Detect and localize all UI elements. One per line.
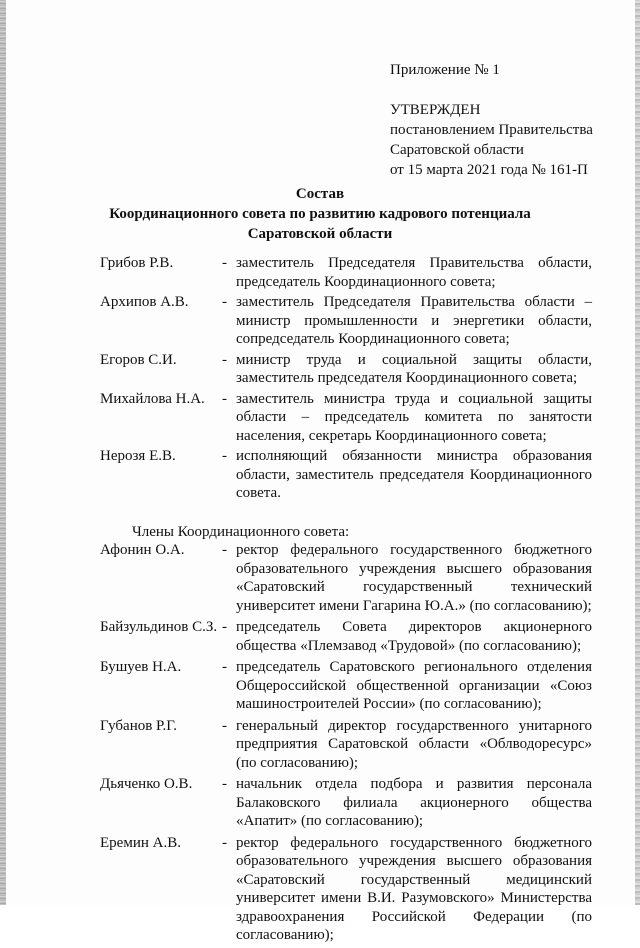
separator-dash: - — [222, 255, 227, 271]
person-name: Афонин О.А. — [100, 542, 185, 558]
person-name: Губанов Р.Г. — [100, 717, 177, 734]
person-role: заместитель министра труда и социальной защиты области – председатель комитета по занятости населения, секретарь Координационного совета; — [236, 390, 592, 444]
separator-dash: - — [222, 776, 227, 792]
member-entry — [100, 618, 592, 655]
person-role: председатель Саратовского регионального отделения Общероссийской общественной организации «Союз машиностроителей России» (по согласованию); — [236, 659, 592, 712]
person-name: Еремин А.В. — [100, 834, 181, 851]
separator-dash: - — [222, 834, 227, 851]
member-entry — [100, 541, 592, 615]
person-name: Грибов Р.В. — [100, 255, 174, 271]
person-name: Бушуев Н.А. — [100, 659, 182, 675]
person-role: ректор федерального государственного бюджетного образовательного учреждения высшего образования «Саратовский государственный медицинский университет имени В.И. Разумовского» Министерства здравоохранения Российской Федерации (по согласованию); — [236, 834, 592, 943]
roster-entry — [100, 390, 592, 446]
scan-edge-left — [0, 0, 6, 905]
scan-edge-right — [635, 0, 640, 905]
person-role: ректор федерального государственного бюджетного образовательного учреждения высшего образования «Саратовский государственный технический университет имени Гагарина Ю.А.» (по согласованию); — [236, 542, 592, 614]
member-entry — [100, 775, 592, 831]
person-name: Егоров С.И. — [100, 351, 177, 368]
person-role: председатель Совета директоров акционерного общества «Племзавод «Трудовой» (по согласованию); — [236, 619, 592, 654]
person-role: генеральный директор государственного унитарного предприятия Саратовской области «Облводоресурс» (по согласованию); — [236, 717, 592, 771]
person-name: Дьяченко О.В. — [100, 776, 193, 792]
approval-line-3: от 15 марта 2021 года № 161-П — [390, 162, 588, 178]
roster-entry — [100, 447, 592, 503]
person-role: заместитель Председателя Правительства области, председатель Координационного совета; — [236, 255, 592, 290]
council-roster — [100, 254, 592, 948]
title-line-2: Координационного совета по развитию кадрового потенциала — [109, 206, 531, 222]
members-heading: Члены Координационного совета: — [132, 523, 350, 540]
approved-stamp-text: УТВЕРЖДЕН — [390, 102, 481, 118]
roster-entry — [100, 254, 592, 291]
separator-dash: - — [222, 294, 227, 310]
separator-dash: - — [222, 542, 227, 558]
member-entry — [100, 658, 592, 714]
separator-dash: - — [222, 717, 227, 734]
appendix-number: Приложение № 1 — [390, 62, 500, 78]
person-name: Нерозя Е.В. — [100, 448, 176, 464]
person-name: Михайлова Н.А. — [100, 390, 205, 407]
approval-line-2: Саратовской области — [390, 142, 524, 158]
document-title — [0, 184, 640, 244]
person-role: министр труда и социальной защиты области, заместитель председателя Координационного совета; — [236, 351, 592, 386]
member-entry — [100, 717, 592, 773]
roster-entry — [100, 293, 592, 349]
title-line-1: Состав — [295, 186, 345, 202]
separator-dash: - — [222, 448, 227, 464]
person-name: Байзульдинов С.З. — [100, 619, 218, 635]
member-entry — [100, 834, 592, 945]
person-name: Архипов А.В. — [100, 294, 189, 310]
approval-block — [390, 60, 630, 180]
person-role: начальник отдела подбора и развития персонала Балаковского филиала акционерного общества «Апатит» (по согласованию); — [236, 776, 592, 829]
approval-line-1: постановлением Правительства — [390, 122, 593, 138]
roster-entry — [100, 351, 592, 388]
person-role: заместитель Председателя Правительства области – министр промышленности и энергетики области, сопредседатель Координационного совета; — [236, 294, 592, 347]
separator-dash: - — [222, 619, 227, 635]
separator-dash: - — [222, 390, 227, 407]
separator-dash: - — [222, 351, 227, 368]
person-role: исполняющий обязанности министра образования области, заместитель председателя Координационного совета. — [236, 448, 592, 501]
title-line-3: Саратовской области — [247, 226, 393, 242]
separator-dash: - — [222, 659, 227, 675]
